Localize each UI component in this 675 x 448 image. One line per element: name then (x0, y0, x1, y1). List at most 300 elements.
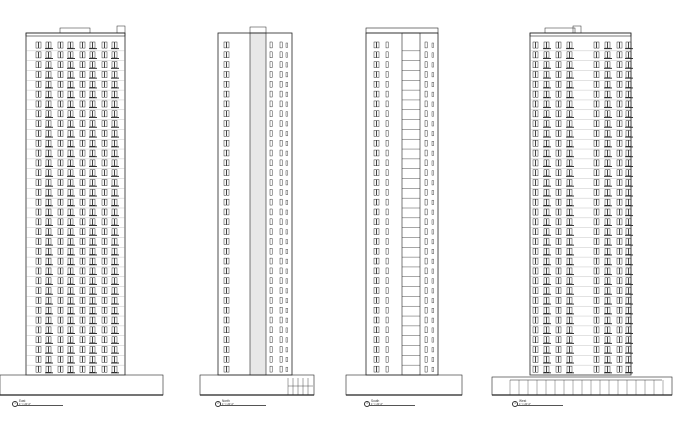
window (39, 170, 41, 176)
window (115, 219, 117, 225)
window (36, 219, 38, 225)
window (544, 150, 546, 156)
window (71, 150, 73, 156)
window (71, 209, 73, 215)
window (386, 111, 388, 117)
window (567, 160, 569, 166)
window (80, 130, 82, 136)
window (617, 248, 619, 254)
window (224, 297, 226, 303)
window (112, 71, 114, 77)
window (90, 180, 92, 186)
window (377, 121, 379, 127)
window (620, 347, 622, 353)
window (115, 130, 117, 136)
window (559, 327, 561, 333)
window (556, 317, 558, 323)
window (286, 151, 288, 155)
window (559, 288, 561, 294)
window (39, 189, 41, 195)
window (547, 140, 549, 146)
window (61, 268, 63, 274)
window (626, 258, 628, 264)
window (377, 81, 379, 87)
window (46, 209, 48, 215)
elevation-scale: 1" = 20'-0" (19, 402, 31, 406)
window (68, 258, 70, 264)
window (112, 307, 114, 313)
window (102, 199, 104, 205)
window (432, 72, 434, 76)
window (567, 248, 569, 254)
window (377, 229, 379, 235)
window (594, 189, 596, 195)
window (105, 140, 107, 146)
window (83, 42, 85, 48)
window (547, 278, 549, 284)
window (280, 189, 282, 195)
window (80, 356, 82, 362)
window (270, 160, 272, 166)
window (270, 288, 272, 294)
window (377, 327, 379, 333)
window (374, 52, 376, 58)
window (93, 121, 95, 127)
stair-core (402, 33, 420, 375)
window (227, 337, 229, 343)
window (286, 122, 288, 126)
window (570, 229, 572, 235)
roof-element (545, 28, 575, 33)
window (112, 219, 114, 225)
window (547, 52, 549, 58)
window (224, 160, 226, 166)
window (432, 43, 434, 47)
window (39, 268, 41, 274)
window (559, 356, 561, 362)
window (533, 42, 535, 48)
window (270, 347, 272, 353)
window (61, 140, 63, 146)
window (374, 327, 376, 333)
window (270, 219, 272, 225)
window (46, 278, 48, 284)
window (112, 199, 114, 205)
window (68, 71, 70, 77)
window (227, 189, 229, 195)
window (68, 297, 70, 303)
window (425, 268, 427, 274)
window (536, 288, 538, 294)
window (71, 248, 73, 254)
window (626, 71, 628, 77)
window (46, 258, 48, 264)
window (559, 268, 561, 274)
window (605, 150, 607, 156)
window (280, 278, 282, 284)
window (620, 248, 622, 254)
window (68, 248, 70, 254)
window (46, 81, 48, 87)
window (115, 170, 117, 176)
window (597, 248, 599, 254)
window (286, 348, 288, 352)
window (58, 366, 60, 372)
window (533, 209, 535, 215)
window (58, 121, 60, 127)
window (280, 209, 282, 215)
window (112, 238, 114, 244)
window (71, 42, 73, 48)
window (567, 258, 569, 264)
window (36, 91, 38, 97)
window (536, 91, 538, 97)
window (432, 171, 434, 175)
elevation-title: West (519, 399, 527, 403)
window (386, 170, 388, 176)
window (570, 101, 572, 107)
window (597, 347, 599, 353)
window (544, 268, 546, 274)
window (594, 278, 596, 284)
window (377, 248, 379, 254)
window (286, 367, 288, 371)
window (80, 337, 82, 343)
window (83, 52, 85, 58)
window (570, 199, 572, 205)
window (61, 121, 63, 127)
window (608, 268, 610, 274)
window (83, 209, 85, 215)
window (544, 278, 546, 284)
window (536, 248, 538, 254)
window (597, 52, 599, 58)
window (544, 356, 546, 362)
window (556, 180, 558, 186)
window (617, 307, 619, 313)
window (36, 258, 38, 264)
window (533, 258, 535, 264)
window (570, 160, 572, 166)
window (115, 140, 117, 146)
window (626, 327, 628, 333)
window (71, 288, 73, 294)
window (608, 71, 610, 77)
window (102, 327, 104, 333)
window (80, 347, 82, 353)
window (594, 356, 596, 362)
window (597, 278, 599, 284)
window (46, 130, 48, 136)
window (608, 347, 610, 353)
window (386, 347, 388, 353)
window (115, 42, 117, 48)
window (280, 317, 282, 323)
window (102, 278, 104, 284)
window (544, 71, 546, 77)
window (617, 347, 619, 353)
window (432, 161, 434, 165)
window (605, 140, 607, 146)
window (49, 170, 51, 176)
window (68, 347, 70, 353)
window (597, 258, 599, 264)
window (115, 278, 117, 284)
podium-base (0, 375, 163, 395)
window (605, 337, 607, 343)
window (36, 121, 38, 127)
window (556, 307, 558, 313)
window (556, 337, 558, 343)
window (597, 150, 599, 156)
window (559, 140, 561, 146)
window (224, 258, 226, 264)
window (36, 101, 38, 107)
window (270, 238, 272, 244)
window (224, 52, 226, 58)
window (105, 111, 107, 117)
window (386, 278, 388, 284)
window (620, 278, 622, 284)
window (556, 248, 558, 254)
window (93, 170, 95, 176)
window (377, 199, 379, 205)
window (617, 62, 619, 68)
window (68, 180, 70, 186)
window (594, 288, 596, 294)
window (559, 150, 561, 156)
window (224, 238, 226, 244)
window (227, 180, 229, 186)
window (61, 278, 63, 284)
window (36, 327, 38, 333)
window (39, 238, 41, 244)
window (377, 238, 379, 244)
window (620, 52, 622, 58)
window (58, 258, 60, 264)
window (377, 307, 379, 313)
window (559, 71, 561, 77)
window (68, 189, 70, 195)
window (620, 130, 622, 136)
window (432, 181, 434, 185)
window (605, 347, 607, 353)
window (386, 356, 388, 362)
window (49, 52, 51, 58)
window (39, 160, 41, 166)
window (386, 238, 388, 244)
window (432, 298, 434, 302)
window (58, 140, 60, 146)
window (547, 111, 549, 117)
window (570, 278, 572, 284)
window (597, 91, 599, 97)
window (533, 268, 535, 274)
window (227, 307, 229, 313)
window (608, 121, 610, 127)
window (46, 268, 48, 274)
window (36, 81, 38, 87)
window (597, 140, 599, 146)
window (556, 366, 558, 372)
window (386, 160, 388, 166)
window (533, 199, 535, 205)
window (286, 230, 288, 234)
window (374, 111, 376, 117)
window (49, 297, 51, 303)
window (83, 189, 85, 195)
window (425, 307, 427, 313)
window (93, 366, 95, 372)
elevation-title: North (222, 399, 230, 403)
window (90, 258, 92, 264)
window (83, 248, 85, 254)
window (36, 248, 38, 254)
window (567, 170, 569, 176)
window (425, 199, 427, 205)
window (432, 63, 434, 67)
window (83, 297, 85, 303)
window (547, 238, 549, 244)
window (227, 130, 229, 136)
window (39, 81, 41, 87)
window (80, 229, 82, 235)
window (617, 219, 619, 225)
window (544, 180, 546, 186)
window (105, 91, 107, 97)
window (39, 219, 41, 225)
window (80, 42, 82, 48)
window (36, 140, 38, 146)
window (594, 337, 596, 343)
window (374, 366, 376, 372)
window (58, 327, 60, 333)
window (620, 307, 622, 313)
window (102, 189, 104, 195)
window (533, 189, 535, 195)
window (425, 189, 427, 195)
window (432, 239, 434, 243)
window (594, 229, 596, 235)
window (58, 229, 60, 235)
window (617, 81, 619, 87)
window (605, 366, 607, 372)
window (533, 180, 535, 186)
window (58, 248, 60, 254)
window (626, 347, 628, 353)
window (46, 238, 48, 244)
window (270, 121, 272, 127)
window (605, 121, 607, 127)
window (620, 71, 622, 77)
window (80, 327, 82, 333)
window (567, 150, 569, 156)
window (102, 297, 104, 303)
window (605, 238, 607, 244)
window (58, 71, 60, 77)
window (286, 141, 288, 145)
window (559, 121, 561, 127)
window (547, 327, 549, 333)
window (533, 81, 535, 87)
window (620, 337, 622, 343)
window (227, 121, 229, 127)
window (61, 199, 63, 205)
window (224, 180, 226, 186)
window (544, 170, 546, 176)
window (115, 347, 117, 353)
window (536, 238, 538, 244)
window (280, 91, 282, 97)
window (377, 189, 379, 195)
window (620, 327, 622, 333)
window (112, 101, 114, 107)
window (93, 111, 95, 117)
window (374, 356, 376, 362)
window (377, 140, 379, 146)
window (105, 150, 107, 156)
parapet (26, 33, 125, 36)
window (533, 356, 535, 362)
window (567, 101, 569, 107)
window (556, 62, 558, 68)
window (533, 71, 535, 77)
window (49, 219, 51, 225)
window (570, 130, 572, 136)
window (374, 150, 376, 156)
window (115, 356, 117, 362)
window (374, 288, 376, 294)
window (608, 307, 610, 313)
window (36, 189, 38, 195)
window (286, 171, 288, 175)
window (286, 239, 288, 243)
window (386, 366, 388, 372)
window (280, 71, 282, 77)
window (39, 327, 41, 333)
window (386, 189, 388, 195)
window (608, 327, 610, 333)
window (105, 297, 107, 303)
window (620, 81, 622, 87)
window (386, 130, 388, 136)
window (536, 81, 538, 87)
window (425, 297, 427, 303)
window (227, 111, 229, 117)
window (377, 288, 379, 294)
window (270, 297, 272, 303)
window (594, 140, 596, 146)
window (90, 81, 92, 87)
window (544, 101, 546, 107)
window (224, 62, 226, 68)
window (374, 209, 376, 215)
window (83, 219, 85, 225)
window (605, 248, 607, 254)
window (533, 278, 535, 284)
window (49, 42, 51, 48)
window (102, 219, 104, 225)
window (597, 130, 599, 136)
window (374, 130, 376, 136)
window (80, 278, 82, 284)
window (432, 92, 434, 96)
window (536, 297, 538, 303)
window (61, 366, 63, 372)
window (90, 278, 92, 284)
window (547, 229, 549, 235)
window (377, 170, 379, 176)
